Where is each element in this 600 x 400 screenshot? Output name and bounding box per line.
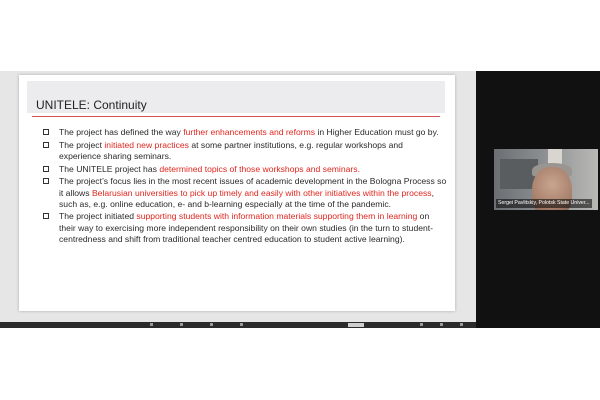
taskbar-icon[interactable] <box>180 323 183 326</box>
participant-panel <box>476 71 600 328</box>
bullet-text: on their way to exercising more independent responsibility on their own studies (in the turn to student-centredness and shift from traditional teacher centred education to student active learning). <box>59 211 434 244</box>
checkbox-bullet-icon <box>43 129 49 135</box>
checkbox-bullet-icon <box>43 213 49 219</box>
bullet-item <box>43 176 447 210</box>
bullet-text: in Higher Education must go by. <box>315 127 439 137</box>
taskbar-field[interactable] <box>348 323 364 327</box>
screen-share-area <box>0 71 476 322</box>
bullet-text: The UNITELE project has <box>59 163 160 174</box>
checkbox-bullet-icon <box>43 178 49 184</box>
participant-name-label: Sergei Pavlitskiy, Polotsk State Univer... <box>498 200 590 206</box>
bullet-text: , such as, e.g. online education, e- and b-learning especially at the time of the pandemic. <box>59 187 434 209</box>
highlighted-text: determined topics of those workshops and seminars. <box>159 163 360 174</box>
taskbar-icon[interactable] <box>240 323 243 326</box>
taskbar-icon[interactable] <box>420 323 423 326</box>
bullet-text: at some partner institutions, e.g. regular workshops and experience sharing seminars. <box>59 139 403 161</box>
bullet-list <box>43 127 447 247</box>
bullet-item <box>43 140 447 162</box>
taskbar-icon[interactable] <box>460 323 463 326</box>
highlighted-text: initiated new practices <box>104 139 189 150</box>
title-divider <box>32 116 440 117</box>
slide-title: UNITELE: Continuity <box>36 98 147 112</box>
bullet-item <box>43 211 447 245</box>
taskbar-icon[interactable] <box>150 323 153 326</box>
checkbox-bullet-icon <box>43 166 49 172</box>
highlighted-text: further enhancements and reforms <box>183 127 316 137</box>
bullet-text: The project has defined the way <box>59 127 184 137</box>
taskbar-icon[interactable] <box>210 323 213 326</box>
presentation-slide <box>19 75 455 311</box>
bullet-text: The project initiated <box>59 211 137 222</box>
participant-video-tile[interactable] <box>494 149 598 210</box>
meeting-screen <box>0 71 600 328</box>
bullet-text: The project’s focus lies in the most recent issues of academic development in the Bologna Process so it allows <box>59 176 447 198</box>
bullet-item <box>43 164 447 175</box>
taskbar-icon[interactable] <box>440 323 443 326</box>
bullet-item <box>43 127 447 138</box>
bullet-text: The project <box>59 139 105 150</box>
highlighted-text: Belarusian universities to pick up timely and easily with other initiatives within the process <box>91 187 432 198</box>
highlighted-text: supporting students with information materials supporting them in learning <box>136 211 418 222</box>
checkbox-bullet-icon <box>43 142 49 148</box>
presentation-taskbar <box>0 322 476 328</box>
